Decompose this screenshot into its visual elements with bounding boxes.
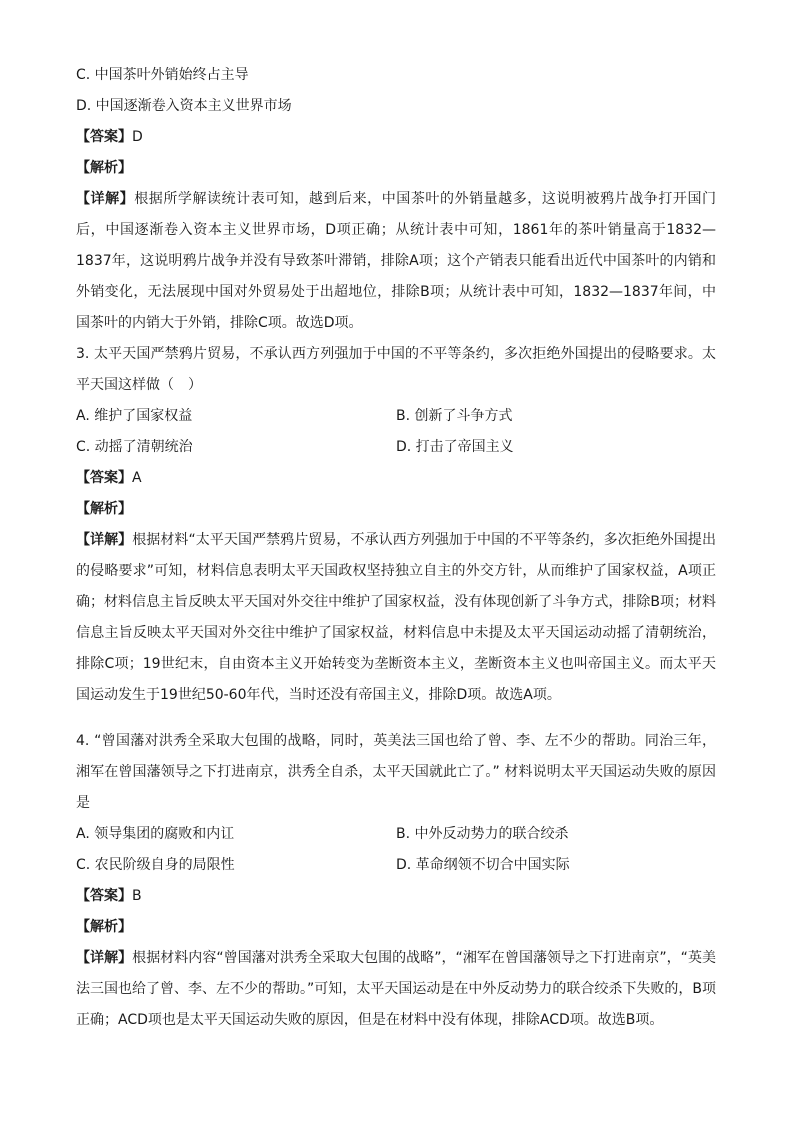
q3-option-a: A. 维护了国家权益	[76, 408, 193, 424]
q4-option-b: B. 中外反动势力的联合绞杀	[396, 826, 569, 842]
q3-analysis-label: 【解析】	[76, 501, 132, 517]
detail-text: 根据所学解读统计表可知，越到后来，中国茶叶的外销量越多，这说明被鸦片战争打开国门后，中国逐渐卷入资本主义世界市场，D项正确；从统计表中可知，1861年的茶叶销量高于1832—1837年，这说明鸦片战争并没有导致茶叶滞销，排除A项；这个产销表只能看出近代中国茶叶的内销和外销变化，无法展现中国对外贸易处于出超地位，排除B项；从统计表中可知，1832—1837年间，中国茶叶的内销大于外销，排除C项。故选D项。	[76, 191, 716, 331]
spacer	[76, 711, 716, 726]
q2-option-d: D. 中国逐渐卷入资本主义世界市场	[76, 98, 292, 114]
document-page	[76, 60, 716, 1036]
answer-label: 【答案】	[76, 129, 132, 145]
q4-options-row-2	[76, 850, 716, 881]
q4-option-d: D. 革命纲领不切合中国实际	[396, 857, 570, 873]
q4-option-a: A. 领导集团的腐败和内讧	[76, 826, 235, 842]
q2-option-c: C. 中国茶叶外销始终占主导	[76, 67, 249, 83]
detail-text: 根据材料内容“曾国藩对洪秀全采取大包围的战略”，“湘军在曾国藩领导之下打进南京”，“英美法三国也给了曾、李、左不少的帮助。”可知，太平天国运动是在中外反动势力的联合绞杀下失败的，B项正确；ACD项也是太平天国运动失败的原因，但是在材料中没有体现，排除ACD项。故选B项。	[76, 950, 717, 1028]
answer-value: A	[132, 470, 142, 486]
q3-option-b: B. 创新了斗争方式	[396, 408, 513, 424]
q3-detail	[76, 525, 716, 711]
answer-value: D	[132, 129, 143, 145]
q3-options-row-2	[76, 432, 716, 463]
q4-answer	[76, 881, 716, 912]
q2-analysis-label: 【解析】	[76, 160, 132, 176]
detail-text: 根据材料“太平天国严禁鸦片贸易，不承认西方列强加于中国的不平等条约，多次拒绝外国提出的侵略要求”可知，材料信息表明太平天国政权坚持独立自主的外交方针，从而维护了国家权益，A项正确；材料信息主旨反映太平天国对外交往中维护了国家权益，没有体现创新了斗争方式，排除B项；材料信息主旨反映太平天国对外交往中维护了国家权益，材料信息中未提及太平天国运动动摇了清朝统治，排除C项；19世纪末，自由资本主义开始转变为垄断资本主义，垄断资本主义也叫帝国主义。而太平天国运动发生于19世纪50-60年代，当时还没有帝国主义，排除D项。故选A项。	[76, 532, 716, 703]
q3-stem: 3. 太平天国严禁鸦片贸易，不承认西方列强加于中国的不平等条约，多次拒绝外国提出的侵略要求。太平天国这样做（ ）	[76, 346, 716, 393]
q4-option-c: C. 农民阶级自身的局限性	[76, 857, 235, 873]
detail-label: 【详解】	[76, 191, 135, 207]
q4-detail	[76, 943, 716, 1036]
q3-option-c: C. 动摇了清朝统治	[76, 439, 193, 455]
q3-answer	[76, 463, 716, 494]
q4-stem: 4. “曾国藩对洪秀全采取大包围的战略，同时，英美法三国也给了曾、李、左不少的帮助。同治三年，湘军在曾国藩领导之下打进南京，洪秀全自杀，太平天国就此亡了。” 材料说明太平天国运动失败的原因是	[76, 733, 716, 811]
q3-option-d: D. 打击了帝国主义	[396, 439, 514, 455]
q2-detail	[76, 184, 716, 339]
q2-answer	[76, 122, 716, 153]
detail-label: 【详解】	[76, 532, 133, 548]
q4-options-row-1	[76, 819, 716, 850]
answer-label: 【答案】	[76, 888, 132, 904]
q3-options-row-1	[76, 401, 716, 432]
answer-value: B	[132, 888, 142, 904]
detail-label: 【详解】	[76, 950, 133, 966]
answer-label: 【答案】	[76, 470, 132, 486]
q4-analysis-label: 【解析】	[76, 919, 132, 935]
